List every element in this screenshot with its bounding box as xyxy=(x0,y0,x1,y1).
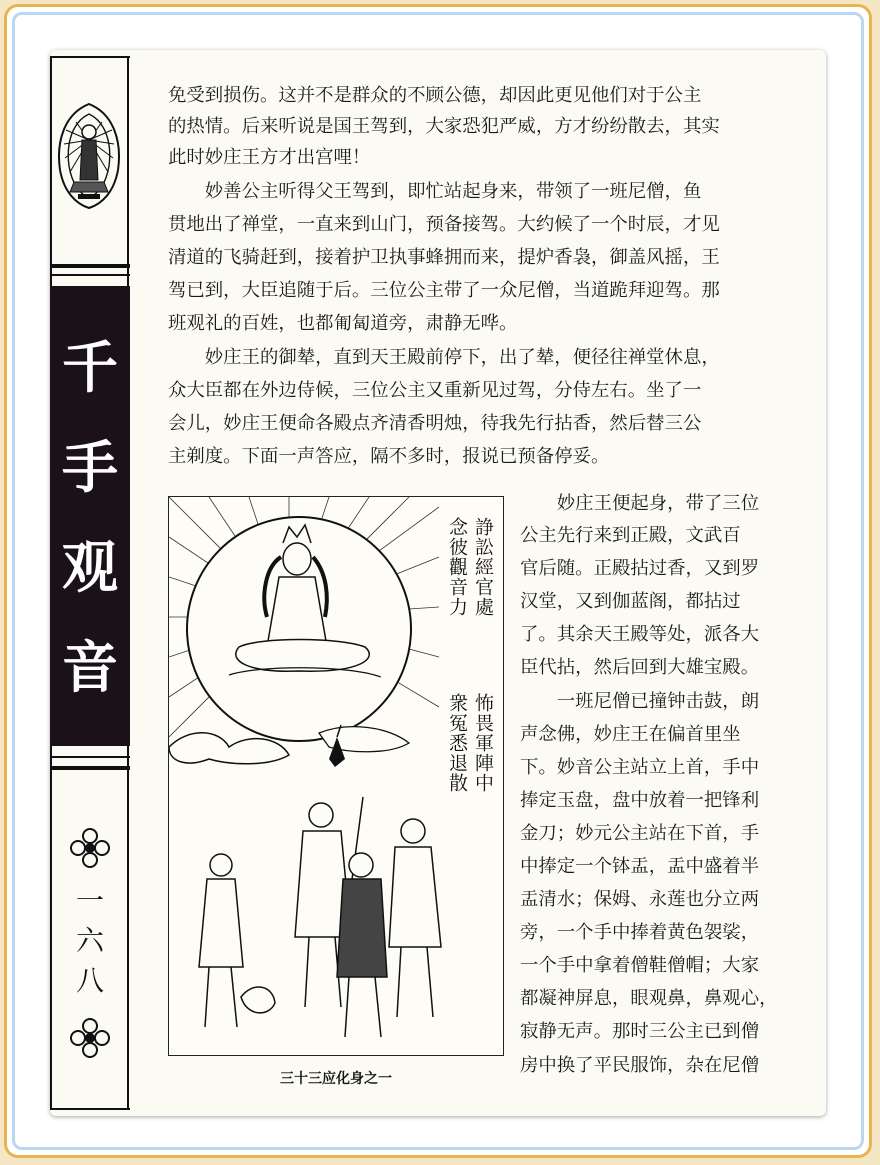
text-line: 贯地出了禅堂，一直来到山门，预备接驾。大约候了一个时辰，才见 xyxy=(168,214,720,235)
text-line: 盂清水；保姆、永莲也分立两 xyxy=(520,889,760,910)
text-line: 清道的飞骑赶到，接着护卫执事蜂拥而来，提炉香袅，御盖风摇，王 xyxy=(168,247,720,268)
text-line: 官后随。正殿拈过香，又到罗 xyxy=(520,558,760,579)
text-line: 中捧定一个钵盂，盂中盛着半 xyxy=(520,856,760,877)
text-line: 主剃度。下面一声答应，隔不多时，报说已预备停妥。 xyxy=(168,446,610,467)
sidebar-rule-3 xyxy=(50,756,130,758)
sidebar-bottom-rule xyxy=(50,1108,130,1110)
text-line: 一班尼僧已撞钟击鼓，朗 xyxy=(520,691,760,712)
flower-ornament-icon xyxy=(68,826,112,870)
sidebar xyxy=(50,50,130,1116)
text-line: 寂静无声。那时三公主已到僧 xyxy=(520,1021,760,1042)
sidebar-top-rule xyxy=(50,56,130,58)
text-line: 的热情。后来听说是国王驾到，大家恐犯严威，方才纷纷散去，其实 xyxy=(168,116,720,137)
book-title-char: 音 xyxy=(62,635,118,701)
woodcut-illustration xyxy=(168,496,504,1056)
verse-column: 諍訟經官處 xyxy=(472,517,494,617)
text-line: 房中换了平民服饰，杂在尼僧 xyxy=(520,1055,760,1076)
text-line: 了。其余天王殿等处，派各大 xyxy=(520,624,760,645)
verse-column: 衆冤悉退散 xyxy=(446,693,468,793)
book-title-block xyxy=(50,286,130,746)
page-number-char: 八 xyxy=(75,964,104,997)
text-line: 都凝神屏息，眼观鼻，鼻观心， xyxy=(520,988,778,1009)
book-page xyxy=(50,50,826,1116)
text-line: 此时妙庄王方才出宫哩！ xyxy=(168,147,371,168)
page-number-char: 一 xyxy=(75,884,104,917)
text-line: 下。妙音公主站立上首，手中 xyxy=(520,757,760,778)
guanyin-emblem-icon xyxy=(52,100,126,212)
verse-column: 念彼觀音力 xyxy=(446,517,468,617)
text-line: 声念佛，妙庄王在偏首里坐 xyxy=(520,724,741,745)
sidebar-rule-1 xyxy=(50,264,130,268)
text-line: 捧定玉盘，盘中放着一把锋利 xyxy=(520,790,760,811)
verse-column: 怖畏軍陣中 xyxy=(472,693,494,793)
book-title-char: 观 xyxy=(62,535,118,601)
sidebar-rule-4 xyxy=(50,766,130,770)
text-line: 臣代拈，然后回到大雄宝殿。 xyxy=(520,657,760,678)
text-line: 驾已到，大臣追随于后。三位公主带了一众尼僧，当道跪拜迎驾。那 xyxy=(168,280,720,301)
text-line: 妙庄王便起身，带了三位 xyxy=(520,493,760,514)
illustration-caption: 三十三应化身之一 xyxy=(280,1071,392,1087)
text-line: 会儿，妙庄王便命各殿点齐清香明烛，待我先行拈香，然后替三公 xyxy=(168,413,702,434)
text-line: 众大臣都在外边侍候，三位公主又重新见过驾，分侍左右。坐了一 xyxy=(168,380,702,401)
text-line: 公主先行来到正殿，文武百 xyxy=(520,525,741,546)
text-line: 免受到损伤。这并不是群众的不顾公德，却因此更见他们对于公主 xyxy=(168,85,702,106)
page-number-char: 六 xyxy=(75,924,104,957)
sidebar-rule-2 xyxy=(50,274,130,276)
text-line: 金刀；妙元公主站在下首，手 xyxy=(520,823,760,844)
text-line: 汉堂，又到伽蓝阁，都拈过 xyxy=(520,591,741,612)
text-line: 妙善公主听得父王驾到，即忙站起身来，带领了一班尼僧，鱼 xyxy=(168,181,702,202)
text-line: 一个手中拿着僧鞋僧帽；大家 xyxy=(520,955,760,976)
book-title-char: 千 xyxy=(62,335,118,401)
book-title-char: 手 xyxy=(62,435,118,501)
flower-ornament-icon xyxy=(68,1016,112,1060)
text-line: 旁，一个手中捧着黄色袈裟， xyxy=(520,922,760,943)
text-line: 妙庄王的御辇，直到天王殿前停下，出了辇，便径往禅堂休息， xyxy=(168,347,720,368)
text-line: 班观礼的百姓，也都匍匐道旁，肃静无哗。 xyxy=(168,313,518,334)
